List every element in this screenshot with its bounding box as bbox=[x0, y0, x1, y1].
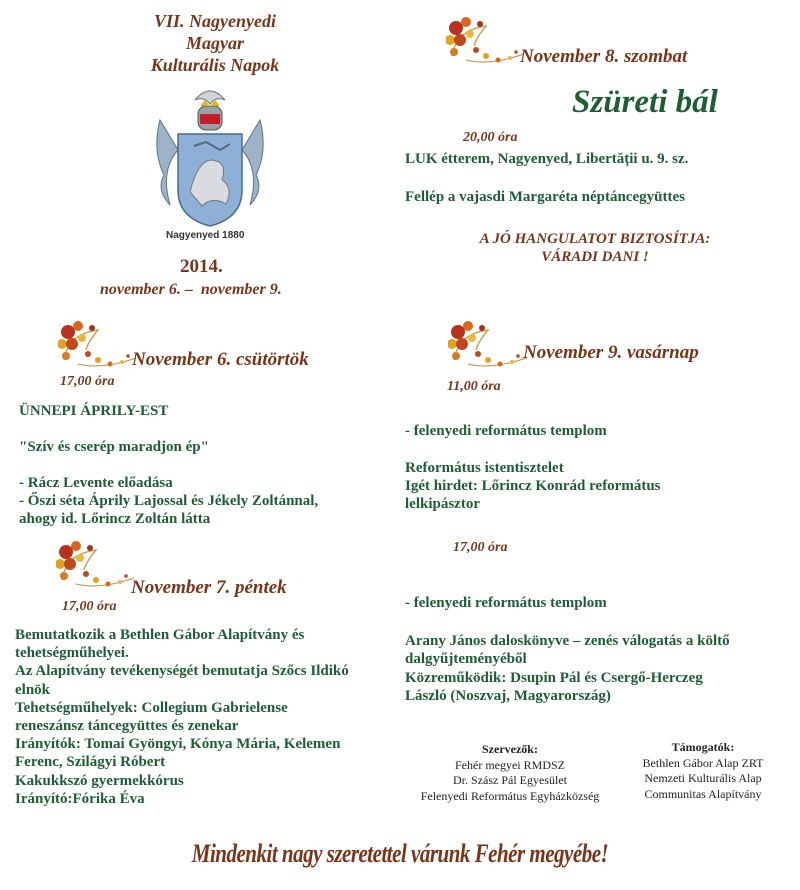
program-line: Tehetségműhelyek: Collegium Gabrielense bbox=[15, 699, 288, 716]
autumn-leaves-icon bbox=[58, 320, 138, 372]
day-heading-nov7: November 7. péntek bbox=[131, 577, 287, 598]
organizer-item: Dr. Szász Pál Egyesület bbox=[453, 773, 567, 787]
year: 2014. bbox=[180, 256, 223, 277]
performer-nov8: Fellép a vajasdi Margaréta néptáncegyüttes bbox=[405, 189, 685, 205]
autumn-leaves-icon bbox=[56, 540, 136, 592]
program-line: tehetségműhelyei. bbox=[15, 645, 129, 662]
service-line: lelkipásztor bbox=[405, 496, 480, 512]
program-line: Bemutatkozik a Bethlen Gábor Alapítvány és bbox=[15, 627, 305, 643]
autumn-leaves-icon bbox=[448, 320, 528, 372]
concert-nov9 bbox=[405, 632, 730, 705]
program-line: Irányító:Fórika Éva bbox=[15, 790, 145, 807]
coat-of-arms-icon bbox=[150, 80, 270, 230]
supporters-heading: Támogatók: bbox=[671, 740, 735, 754]
place-nov9-morning: - felenyedi református templom bbox=[405, 423, 607, 439]
concert-line: dalgyűjteményéből bbox=[405, 651, 527, 668]
organizer-item: Fehér megyei RMDSZ bbox=[455, 757, 565, 772]
program-line: reneszánsz táncegyüttes és zenekar bbox=[15, 718, 239, 735]
mood-line-2: VÁRADI DANI ! bbox=[541, 249, 649, 265]
program-line: Ferenc, Szilágyi Róbert bbox=[15, 754, 166, 771]
time-nov6: 17,00 óra bbox=[60, 374, 115, 389]
footer-invitation: Mindenkit nagy szeretettel várunk Fehér megyébe! bbox=[191, 838, 609, 868]
concert-line: Közreműködik: Dsupin Pál és Csergő-Herczeg bbox=[405, 669, 703, 686]
program-line: Kakukkszó gyermekkórus bbox=[15, 772, 184, 789]
service-nov9 bbox=[405, 459, 661, 513]
program-line: Irányítók: Tomai Gyöngyi, Kónya Mária, Kelemen bbox=[15, 736, 341, 753]
service-line: Református istentisztelet bbox=[405, 460, 564, 476]
event-title-szureti-bal: Szüreti bál bbox=[572, 84, 718, 120]
program-line: - Őszi séta Áprily Lajossal és Jékely Zoltánnal, bbox=[19, 493, 319, 509]
time-nov7: 17,00 óra bbox=[62, 599, 117, 614]
festival-title bbox=[100, 10, 330, 76]
supporter-item: Nemzeti Kulturális Alap bbox=[644, 771, 762, 785]
time-nov8: 20,00 óra bbox=[463, 130, 518, 145]
program-nov7 bbox=[15, 626, 349, 808]
festival-title-line-2: Magyar bbox=[186, 33, 244, 53]
mood-text-nov8 bbox=[430, 230, 760, 266]
program-line: elnök bbox=[15, 681, 51, 698]
organizers bbox=[395, 742, 625, 804]
supporters bbox=[628, 740, 778, 802]
organizers-heading: Szervezők: bbox=[482, 742, 538, 756]
program-line: ahogy id. Lőrincz Zoltán látta bbox=[19, 511, 211, 527]
program-line: ÜNNEPI ÁPRILY-EST bbox=[19, 403, 169, 419]
place-nov9-evening: - felenyedi református templom bbox=[405, 595, 607, 611]
program-line: - Rácz Levente előadása bbox=[19, 475, 173, 491]
crest-caption: Nagyenyed 1880 bbox=[166, 230, 245, 241]
concert-line: Arany János daloskönyve – zenés válogatás a költő bbox=[405, 633, 730, 649]
program-nov6 bbox=[19, 402, 318, 528]
service-line: Igét hirdet: Lőrincz Konrád református bbox=[405, 478, 661, 494]
day-heading-nov9: November 9. vasárnap bbox=[523, 342, 699, 363]
festival-title-line-1: VII. Nagyenyedi bbox=[154, 11, 276, 31]
time-nov9-evening: 17,00 óra bbox=[453, 540, 508, 555]
location-nov8: LUK étterem, Nagyenyed, Libertății u. 9. sz. bbox=[405, 151, 689, 167]
program-line: "Szív és cserép maradjon ép" bbox=[19, 439, 209, 455]
time-nov9-morning: 11,00 óra bbox=[447, 379, 501, 394]
program-line: Az Alapítvány tevékenységét bemutatja Szőcs Ildikó bbox=[15, 663, 349, 680]
mood-line-1: A JÓ HANGULATOT BIZTOSÍTJA: bbox=[479, 231, 711, 247]
day-heading-nov8: November 8. szombat bbox=[520, 46, 688, 67]
supporter-item: Communitas Alapítvány bbox=[644, 786, 762, 801]
concert-line: László (Noszvaj, Magyarország) bbox=[405, 687, 611, 704]
festival-title-line-3: Kulturális Napok bbox=[150, 55, 280, 75]
day-heading-nov6: November 6. csütörtök bbox=[132, 349, 309, 370]
autumn-leaves-icon bbox=[446, 16, 526, 68]
date-range: november 6. – november 9. bbox=[100, 281, 282, 298]
supporter-item: Bethlen Gábor Alap ZRT bbox=[642, 755, 764, 770]
organizer-item: Felenyedi Református Egyházközség bbox=[420, 788, 600, 803]
